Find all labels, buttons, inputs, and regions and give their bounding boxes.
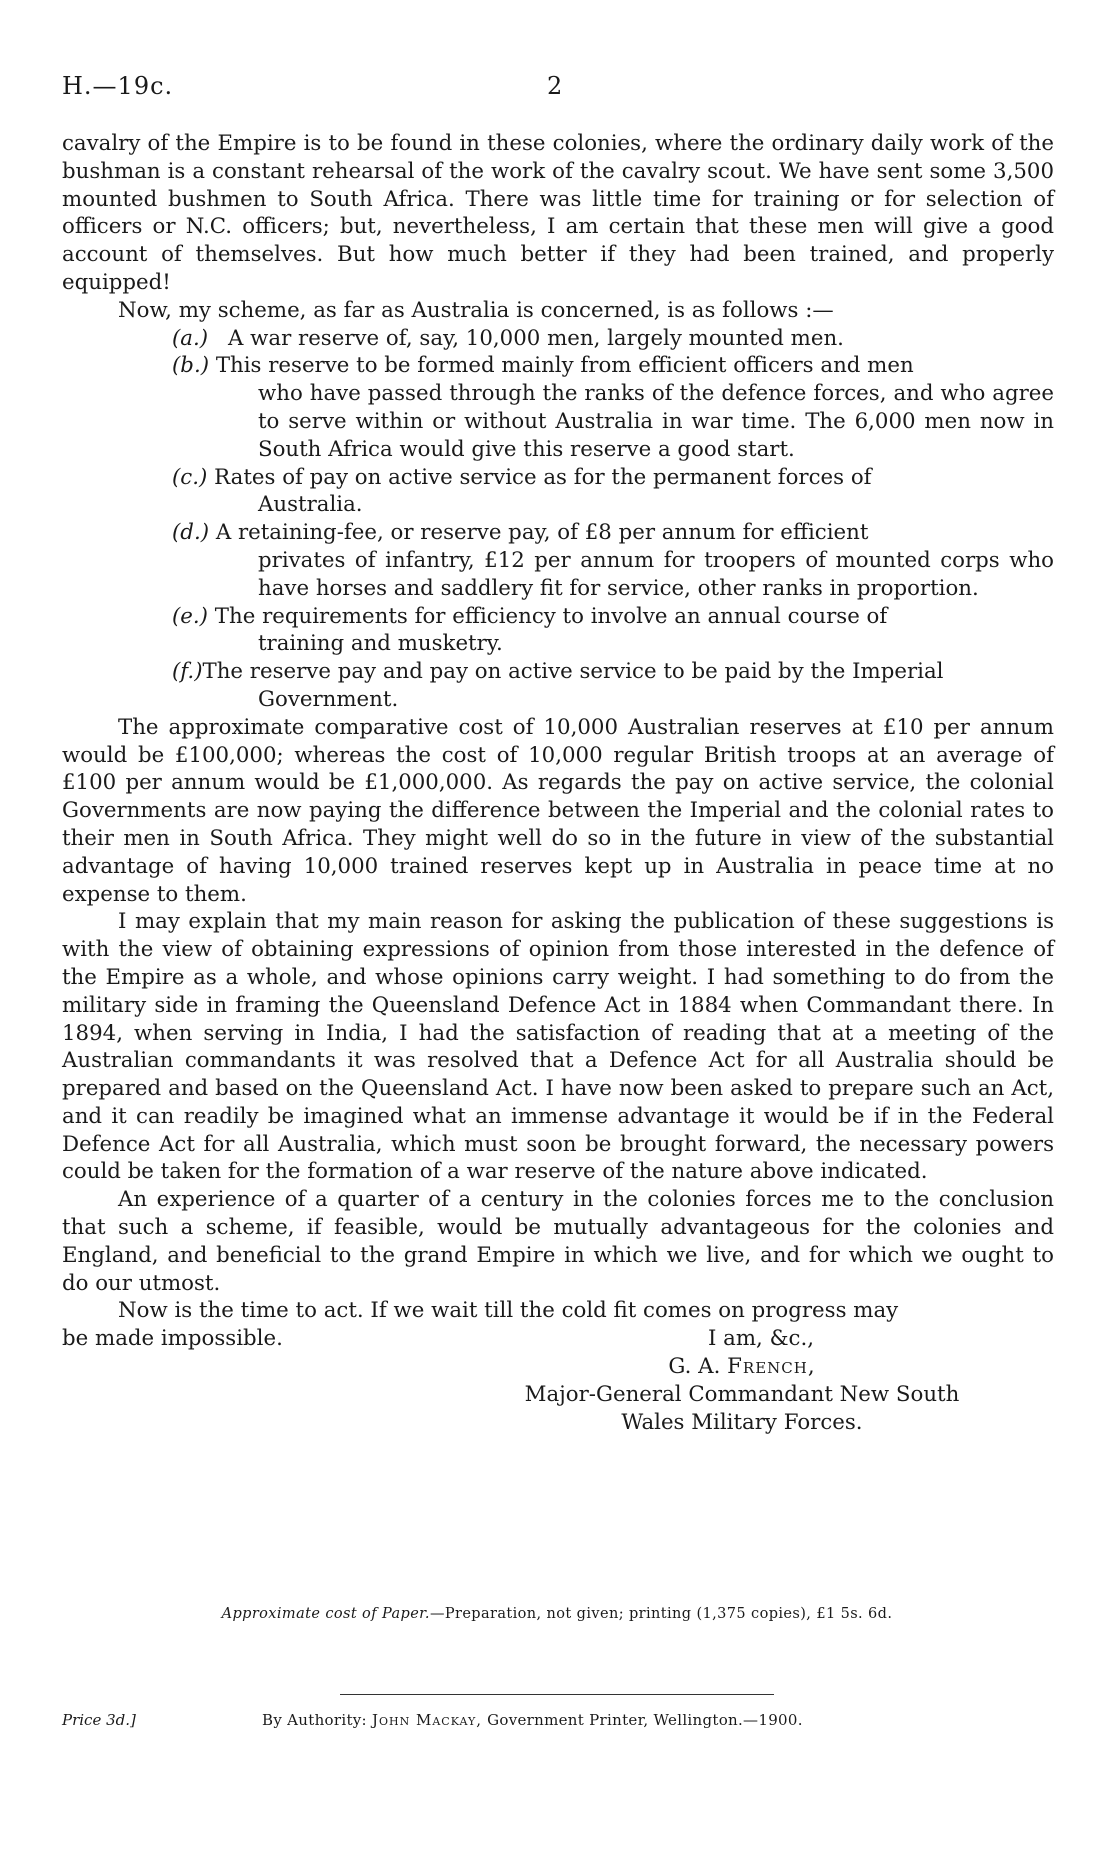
item-text: A war reserve of, say, 10,000 men, largely mounted men. — [228, 325, 844, 351]
scheme-item-a — [172, 325, 1054, 353]
item-text-continued: Government. — [258, 686, 399, 712]
scheme-item-b-continued — [172, 380, 1054, 463]
printer-name: John Mackay, — [371, 1711, 483, 1729]
item-text-continued: Australia. — [258, 492, 363, 518]
item-label: (c.) — [172, 464, 208, 490]
signatory-initials: G. A. — [668, 1354, 721, 1380]
printer-imprint — [262, 1711, 803, 1729]
item-label: (b.) — [172, 353, 210, 379]
scheme-item-c-continued — [172, 491, 1054, 519]
item-text: This reserve to be formed mainly from efficient officers and men — [215, 353, 914, 379]
item-text: The reserve pay and pay on active service to be paid by the Imperial — [202, 659, 944, 685]
scheme-item-e-continued — [172, 630, 1054, 658]
paragraph-comparative-cost: The approximate comparative cost of 10,000 Australian reserves at £10 per annum would be £100,000; whereas the cost of 10,000 regular British troops at an average of £100 per annum would be £1,000,000. As regards the pay on active service, the colonial Governments are now paying the difference between the Imperial and the colonial rates to their men in South Africa. They might well do so in the future in view of the substantial advantage of having 10,000 trained reserves kept up in Australia in peace time at no expense to them. — [62, 714, 1054, 907]
cost-note-lead: Approximate cost of Paper. — [221, 1606, 430, 1622]
item-text-continued: training and musketry. — [258, 631, 503, 657]
salutation: I am, &c., — [707, 1326, 814, 1352]
letter-body — [62, 130, 1054, 1436]
price-label: Price 3d.] — [62, 1711, 136, 1729]
item-label: (a.) — [172, 325, 209, 351]
item-text: The requirements for efficiency to involve an annual course of — [214, 603, 888, 629]
paragraph-experience: An experience of a quarter of a century in the colonies forces me to the conclusion that such a scheme, if feasible, would be mutually advantageous for the colonies and England, and beneficial to the grand Empire in which we live, and for which we ought to do our utmost. — [62, 1187, 1054, 1296]
authority-tail: Government Printer, Wellington.—1900. — [487, 1711, 803, 1729]
item-text: Rates of pay on active service as for the permanent forces of — [214, 464, 872, 490]
scheme-item-f-continued — [172, 686, 1054, 714]
paragraph-call-to-act: Now is the time to act. If we wait till the cold fit comes on progress may — [118, 1298, 899, 1324]
authority-lead: By Authority: — [262, 1711, 367, 1729]
closing-row — [62, 1325, 1054, 1353]
paragraph-explanation: I may explain that my main reason for asking the publication of these suggestions is with the view of obtaining expressions of opinion from those interested in the defence of the Empire as a whole, and whose opinions carry weight. I had something to do from the military side in framing the Queensland Defence Act in 1884 when Commandant there. In 1894, when serving in India, I had the satisfaction of reading that at a meeting of the Australian commandants it was resolved that a Defence Act for all Australia should be prepared and based on the Queensland Act. I have now been asked to prepare such an Act, and it can readily be imagined what an immense advantage it would be if in the Federal Defence Act for all Australia, which must soon be brought forward, the necessary powers could be taken for the formation of a war reserve of the nature above indicated. — [62, 909, 1054, 1185]
scheme-item-b — [172, 352, 1054, 380]
signatory-title-line-2: Wales Military Forces. — [621, 1409, 863, 1435]
paragraph-cavalry: cavalry of the Empire is to be found in these colonies, where the ordinary daily work of the bushman is a constant rehearsal of the work of the cavalry scout. We have sent some 3,500 mounted bushmen to South Africa. There was little time for training or for selection of officers or N.C. officers; but, nevertheless, I am certain that these men will give a good account of themselves. But how much better if they had been trained, and properly equipped! — [62, 131, 1054, 295]
item-text-continued: privates of infantry, £12 per annum for troopers of mounted corps who have horses and saddlery fit for service, other ranks in proportion. — [258, 547, 1054, 601]
paragraph-call-to-act-end: be made impossible. — [62, 1326, 283, 1352]
item-label: (e.) — [172, 603, 208, 629]
scheme-item-e — [172, 603, 1054, 631]
scheme-item-f — [172, 658, 1054, 686]
footer-divider — [340, 1694, 774, 1695]
paragraph-scheme-intro: Now, my scheme, as far as Australia is concerned, is as follows :— — [118, 297, 834, 323]
signatory-surname: French, — [727, 1354, 816, 1380]
item-text: A retaining-fee, or reserve pay, of £8 per annum for efficient — [215, 520, 869, 546]
item-text-continued: who have passed through the ranks of the defence forces, and who agree to serve within or without Australia in war time. The 6,000 men now in South Africa would give this reserve a good start. — [258, 381, 1054, 462]
item-label: (d.) — [172, 520, 210, 546]
page-header — [62, 72, 1052, 104]
page-number: 2 — [547, 72, 564, 100]
scheme-item-c — [172, 464, 1054, 492]
cost-note-text: —Preparation, not given; printing (1,375 copies), £1 5s. 6d. — [429, 1606, 893, 1622]
scheme-item-d — [172, 519, 1054, 547]
signatory-title-line-1: Major-General Commandant New South — [524, 1381, 960, 1407]
item-label: (f.) — [172, 659, 203, 685]
scheme-item-d-continued — [172, 547, 1054, 603]
cost-of-paper-note — [0, 1606, 1114, 1622]
document-reference: H.—19c. — [62, 72, 174, 100]
signature-name — [462, 1353, 1022, 1381]
